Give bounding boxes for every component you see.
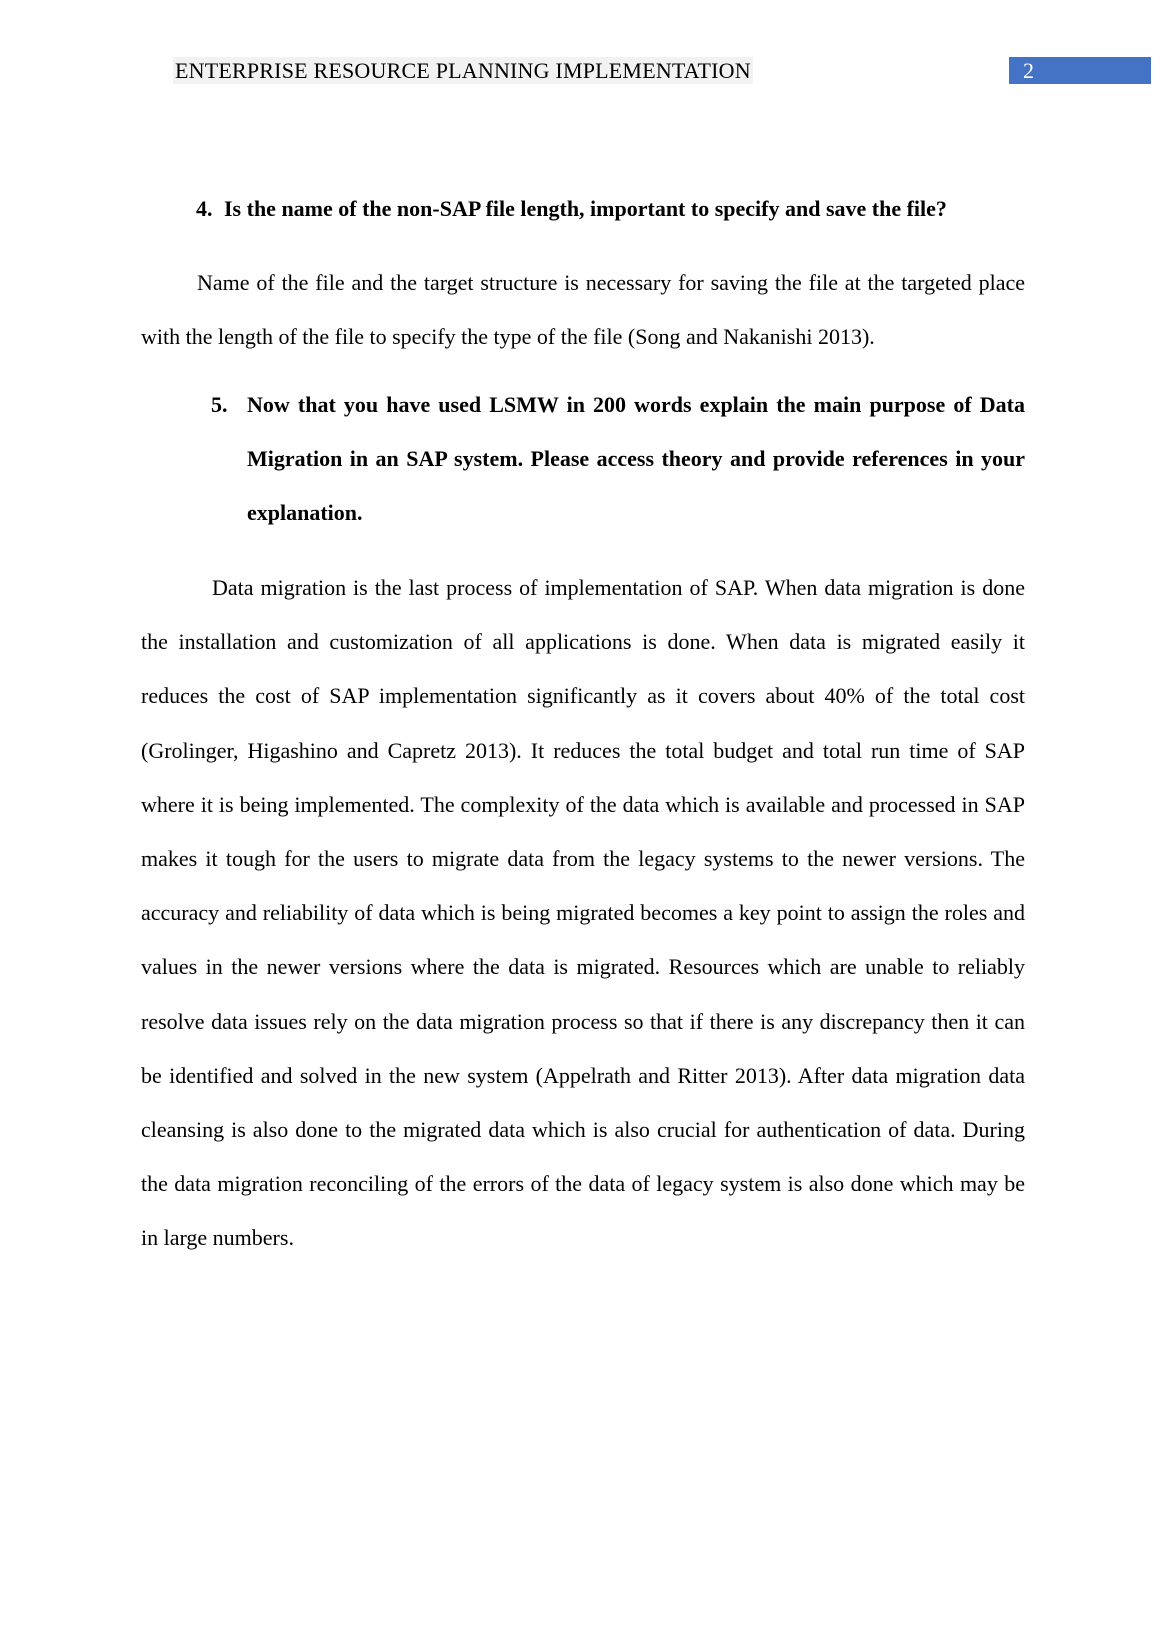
answer-5-paragraph: Data migration is the last process of implementation of SAP. When data migration is done the installation and customization of all applications is done. When data is migrated easily it reduces the cost of SAP implementation significantly as it covers about 40% of the total cost (Grolinger, Higashino and Capretz 2013). It reduces the total budget and total run time of SAP where it is being implemented. The complexity of the data which is available and processed in SAP makes it tough for the users to migrate data from the legacy systems to the newer versions. The accuracy and reliability of data which is being migrated becomes a key point to assign the roles and values in the newer versions where the data is migrated. Resources which are unable to reliably resolve data issues rely on the data migration process so that if there is any discrepancy then it can be identified and solved in the new system (Appelrath and Ritter 2013). After data migration data cleansing is also done to the migrated data which is also crucial for authentication of data. During the data migration reconciling of the errors of the data of legacy system is also done which may be in large numbers.	[141, 575, 1025, 1251]
question-4-number: 4.	[196, 196, 213, 221]
question-5-heading	[211, 378, 1025, 541]
page-number: 2	[1009, 57, 1151, 84]
answer-4-paragraph: Name of the file and the target structure is necessary for saving the file at the targeted place with the length of the file to specify the type of the file (Song and Nakanishi 2013).	[141, 270, 1025, 350]
question-4-text: Is the name of the non-SAP file length, important to specify and save the file?	[224, 196, 947, 221]
question-5-text: Now that you have used LSMW in 200 words explain the main purpose of Data Migration in an SAP system. Please access theory and provide references in your explanation.	[247, 392, 1025, 526]
running-head: ENTERPRISE RESOURCE PLANNING IMPLEMENTATION	[175, 58, 751, 83]
question-5-number: 5.	[211, 392, 228, 417]
question-4-heading	[196, 195, 947, 222]
